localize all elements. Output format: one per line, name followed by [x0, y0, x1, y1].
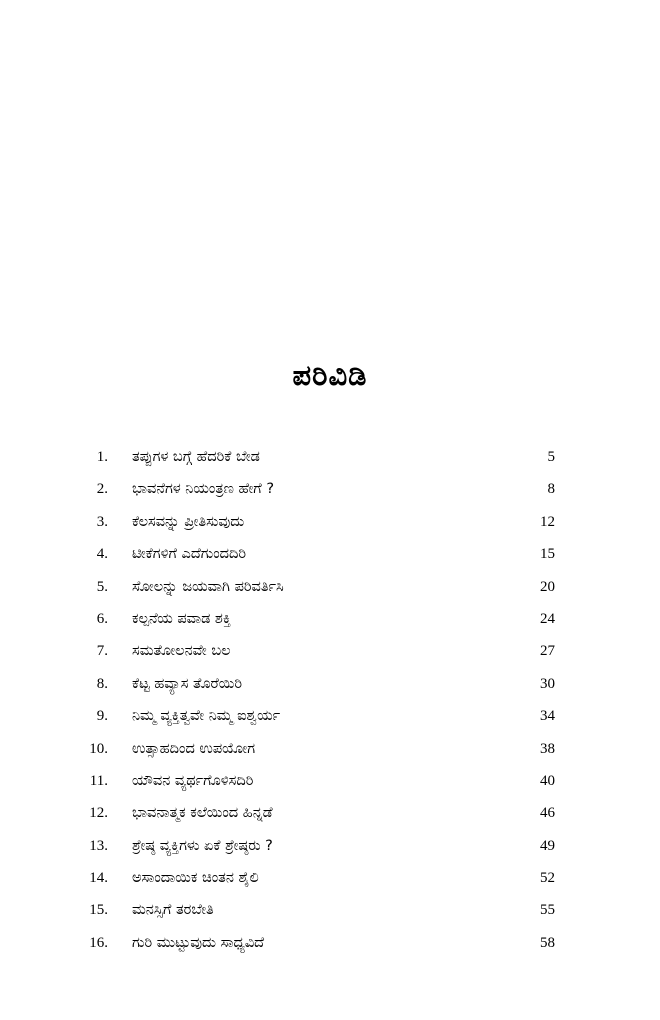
toc-entry — [80, 571, 560, 603]
toc-entry-page: 40 — [540, 772, 555, 789]
toc-entry — [80, 473, 560, 505]
toc-entry-page: 49 — [540, 837, 555, 854]
toc-entry — [80, 506, 560, 538]
toc-entry-title: ಗುರಿ ಮುಟ್ಟುವುದು ಸಾಧ್ಯವಿದೆ — [132, 934, 265, 951]
toc-entry-number: 14. — [89, 870, 108, 887]
toc-entry — [80, 603, 560, 635]
toc-entry-number: 15. — [89, 902, 108, 919]
toc-entry — [80, 733, 560, 765]
toc-entry-title: ಟೀಕೆಗಳಿಗೆ ಎದೆಗುಂದದಿರಿ — [132, 546, 247, 563]
toc-entry-title: ಸಮತೋಲನವೇ ಬಲ — [132, 643, 231, 660]
toc-entry-number: 6. — [96, 610, 108, 627]
toc-entry-page: 20 — [540, 578, 555, 595]
toc-entry-page: 24 — [540, 610, 555, 627]
toc-entry-page: 27 — [540, 643, 555, 660]
toc-entry-number: 2. — [96, 481, 108, 498]
toc-entry-page: 5 — [547, 449, 555, 465]
toc-entry-number: 16. — [89, 934, 108, 951]
toc-entry-number: 3. — [96, 513, 108, 530]
toc-entry — [80, 700, 560, 732]
toc-entry-title: ಭಾವನಾತ್ಮಕ ಕಲೆಯಿಂದ ಹಿನ್ನಡೆ — [132, 805, 273, 822]
toc-entry-page: 8 — [547, 481, 555, 498]
toc-entry — [80, 797, 560, 829]
toc-entry-number: 4. — [96, 546, 108, 563]
toc-entry-title: ಯೌವನ ವ್ಯರ್ಥಗೊಳಿಸದಿರಿ — [132, 772, 254, 789]
toc-entry — [80, 830, 560, 862]
toc-entry — [80, 765, 560, 797]
toc-entry-title: ಉತ್ಸಾಹದಿಂದ ಉಪಯೋಗ — [132, 740, 256, 757]
toc-entry-page: 15 — [540, 546, 555, 563]
toc-entry-number: 13. — [89, 837, 108, 854]
toc-entry-number: 11. — [89, 772, 108, 789]
toc-entry-title: ತಪ್ಪುಗಳ ಬಗ್ಗೆ ಹೆದರಿಕೆ ಬೇಡ — [132, 449, 260, 465]
toc-entry — [80, 538, 560, 570]
toc-entry-title: ಶ್ರೇಷ್ಠ ವ್ಯಕ್ತಿಗಳು ಏಕೆ ಶ್ರೇಷ್ಠರು ? — [132, 837, 273, 854]
toc-entry-title: ಅಸಾಂದಾಯಿಕ ಚಿಂತನ ಶೈಲಿ — [132, 870, 259, 887]
toc-entry-title: ಕೆಟ್ಟ ಹವ್ಯಾಸ ತೊರೆಯಿರಿ — [132, 675, 243, 692]
toc-entry-number: 10. — [89, 740, 108, 757]
toc-entry-title: ಕೆಲಸವನ್ನು ಪ್ರೀತಿಸುವುದು — [132, 513, 245, 530]
toc-entry-page: 58 — [540, 934, 555, 951]
toc-entry-title: ಸೋಲನ್ನು ಜಯವಾಗಿ ಪರಿವರ್ತಿಸಿ — [132, 578, 284, 595]
toc-entry-title: ಕಲ್ಪನೆಯ ಪವಾಡ ಶಕ್ತಿ — [132, 610, 231, 627]
toc-entry-page: 38 — [540, 740, 555, 757]
toc-entry-title: ಭಾವನೆಗಳ ನಿಯಂತ್ರಣ ಹೇಗೆ ? — [132, 481, 275, 498]
page-title: ಪರಿವಿಡಿ — [292, 358, 368, 392]
toc-entry-number: 12. — [89, 805, 108, 822]
toc-entry-number: 9. — [96, 708, 108, 725]
toc-entry-number: 5. — [96, 578, 108, 595]
toc-entry — [80, 441, 560, 473]
toc-entry-number: 1. — [96, 449, 108, 465]
toc-entry — [80, 927, 560, 959]
toc-entry-page: 46 — [540, 805, 555, 822]
table-of-contents — [80, 441, 560, 959]
toc-entry-page: 30 — [540, 675, 555, 692]
toc-entry-number: 7. — [96, 643, 108, 660]
toc-entry — [80, 862, 560, 894]
toc-entry — [80, 635, 560, 667]
toc-entry-number: 8. — [96, 675, 108, 692]
toc-entry — [80, 668, 560, 700]
toc-entry-title: ನಿಮ್ಮ ವ್ಯಕ್ತಿತ್ವವೇ ನಿಮ್ಮ ಐಶ್ವರ್ಯ — [132, 708, 281, 725]
toc-entry-title: ಮನಸ್ಸಿಗೆ ತರಬೇತಿ — [132, 902, 214, 919]
toc-entry-page: 55 — [540, 902, 555, 919]
toc-entry-page: 52 — [540, 870, 555, 887]
toc-entry — [80, 894, 560, 926]
toc-entry-page: 34 — [540, 708, 555, 725]
toc-entry-page: 12 — [540, 513, 555, 530]
